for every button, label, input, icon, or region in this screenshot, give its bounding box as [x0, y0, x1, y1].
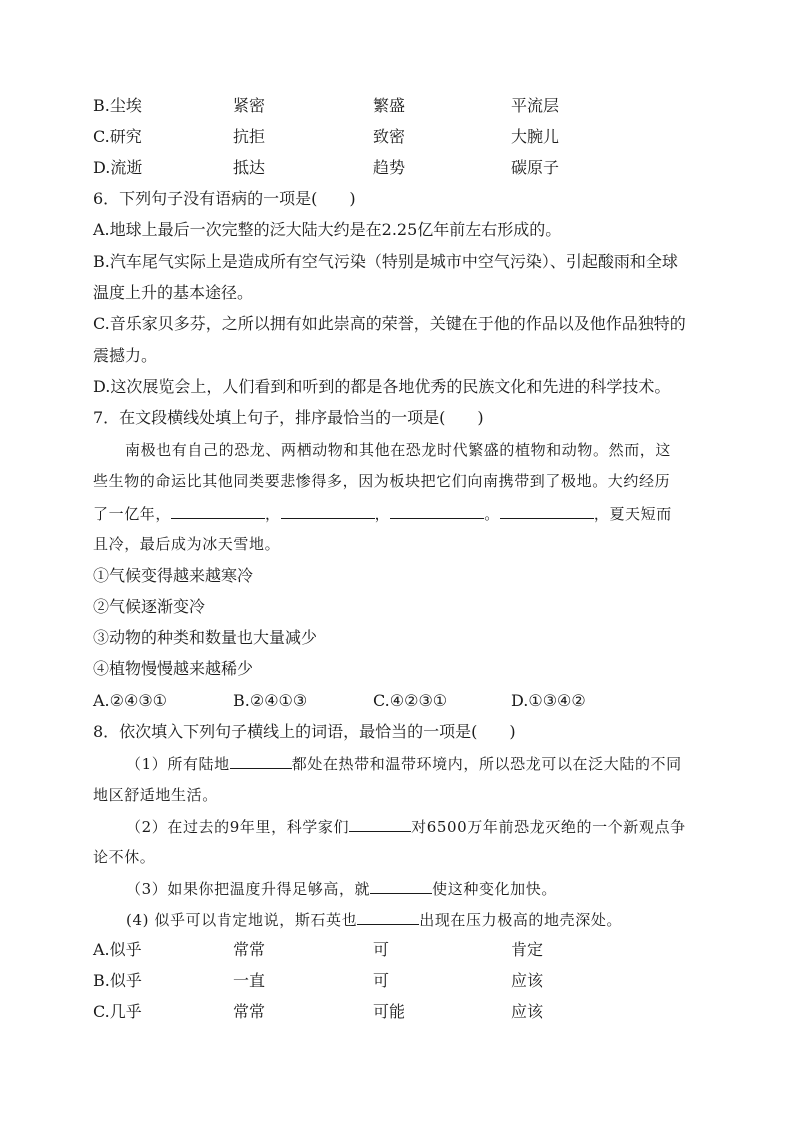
- option-word: 常常: [233, 1002, 266, 1021]
- option-label: D.流逝: [93, 158, 143, 177]
- option-word: 碳原子: [511, 158, 560, 177]
- q8-option-b: [93, 971, 713, 991]
- answer-blank[interactable]: [349, 816, 411, 832]
- option-word: 可: [373, 940, 390, 959]
- answer-blank[interactable]: [500, 503, 594, 519]
- q7-option-a: A.②④③①: [93, 691, 168, 710]
- option-word: 可: [373, 971, 390, 990]
- option-word: 肯定: [511, 940, 544, 959]
- option-word: 常常: [233, 940, 266, 959]
- q8-option-c: [93, 1002, 713, 1022]
- q6-option-c-cont: 震撼力。: [93, 346, 158, 365]
- q8-sentence-2-cont: 论不休。: [93, 848, 156, 866]
- answer-blank[interactable]: [230, 753, 292, 769]
- q8-sentence-1-cont: 地区舒适地生活。: [93, 786, 218, 804]
- option-word: 抗拒: [233, 127, 266, 146]
- q5-option-c: [93, 127, 713, 147]
- sentence-text: 使这种变化加快。: [432, 880, 557, 898]
- option-word: 趋势: [373, 158, 406, 177]
- q6-option-b-cont: 温度上升的基本途径。: [93, 283, 254, 302]
- q7-sentence-3: ③动物的种类和数量也大量减少: [93, 628, 318, 647]
- option-word: 繁盛: [373, 96, 406, 115]
- passage-text: 了一亿年，: [93, 505, 172, 523]
- sentence-text: 都处在热带和温带环境内，所以恐龙可以在泛大陆的不同: [291, 755, 682, 773]
- q7-option-d: D.①③④②: [511, 691, 586, 710]
- q8-stem: 8．依次填入下列句子横线上的词语，最恰当的一项是( ): [93, 722, 516, 741]
- q8-sentence-3: [126, 878, 701, 899]
- option-word: 应该: [511, 1002, 544, 1021]
- q8-option-a: [93, 940, 713, 960]
- option-word: 紧密: [233, 96, 266, 115]
- q6-option-c: C.音乐家贝多芬，之所以拥有如此崇高的荣誉，关键在于他的作品以及他作品独特的: [93, 314, 686, 333]
- option-word: 平流层: [511, 96, 560, 115]
- sentence-text: (4) 似乎可以肯定地说，斯石英也: [126, 911, 358, 929]
- q5-option-b: [93, 96, 713, 116]
- option-word: 一直: [233, 971, 266, 990]
- option-label: C.几乎: [93, 1002, 142, 1021]
- punctuation: ，: [374, 505, 391, 523]
- q6-option-a: A.地球上最后一次完整的泛大陆大约是在2.25亿年前左右形成的。: [93, 220, 562, 239]
- sentence-text: 对6500万年前恐龙灭绝的一个新观点争: [411, 818, 686, 836]
- answer-blank[interactable]: [370, 878, 432, 894]
- sentence-text: （1）所有陆地: [126, 755, 230, 773]
- q7-sentence-2: ②气候逐渐变冷: [93, 597, 206, 616]
- answer-blank[interactable]: [357, 909, 419, 925]
- sentence-text: 出现在压力极高的地壳深处。: [419, 911, 623, 929]
- answer-blank[interactable]: [390, 503, 484, 519]
- q6-option-b: B.汽车尾气实际上是造成所有空气污染（特别是城市中空气污染）、引起酸雨和全球: [93, 252, 678, 271]
- punctuation: 。: [484, 505, 500, 523]
- punctuation: ，: [265, 505, 281, 523]
- q6-option-d: D.这次展览会上，人们看到和听到的都是各地优秀的民族文化和先进的科学技术。: [93, 377, 671, 396]
- option-label: B.尘埃: [93, 96, 142, 115]
- q7-sentence-1: ①气候变得越来越寒冷: [93, 566, 254, 585]
- q7-passage-line: 些生物的命运比其他同类要悲惨得多，因为板块把它们向南携带到了极地。大约经历: [93, 472, 671, 490]
- option-label: B.似乎: [93, 971, 142, 990]
- q7-options: [93, 691, 713, 711]
- q7-passage-line: [93, 503, 701, 524]
- answer-blank[interactable]: [281, 503, 375, 519]
- q5-option-d: [93, 158, 713, 178]
- sentence-text: （3）如果你把温度升得足够高，就: [126, 880, 371, 898]
- q7-passage-line: 南极也有自己的恐龙、两栖动物和其他在恐龙时代繁盛的植物和动物。然而，这: [125, 441, 672, 459]
- option-word: 可能: [373, 1002, 406, 1021]
- option-word: 大腕儿: [511, 127, 560, 146]
- option-label: A.似乎: [93, 940, 142, 959]
- q7-option-c: C.④②③①: [373, 691, 448, 710]
- q7-stem: 7．在文段横线处填上句子，排序最恰当的一项是( ): [93, 408, 484, 427]
- q6-stem: 6．下列句子没有语病的一项是( ): [93, 189, 356, 208]
- passage-text: ，夏天短而: [593, 505, 672, 523]
- sentence-text: （2）在过去的9年里，科学家们: [126, 818, 350, 836]
- option-label: C.研究: [93, 127, 142, 146]
- q8-sentence-2: [126, 816, 701, 837]
- option-word: 致密: [373, 127, 406, 146]
- q8-sentence-4: [126, 909, 701, 930]
- option-word: 抵达: [233, 158, 266, 177]
- q7-option-b: B.②④①③: [233, 691, 308, 710]
- answer-blank[interactable]: [171, 503, 265, 519]
- q7-sentence-4: ④植物慢慢越来越稀少: [93, 659, 254, 678]
- q7-passage-line: 且冷，最后成为冰天雪地。: [93, 535, 281, 553]
- option-word: 应该: [511, 971, 544, 990]
- q8-sentence-1: [126, 753, 701, 774]
